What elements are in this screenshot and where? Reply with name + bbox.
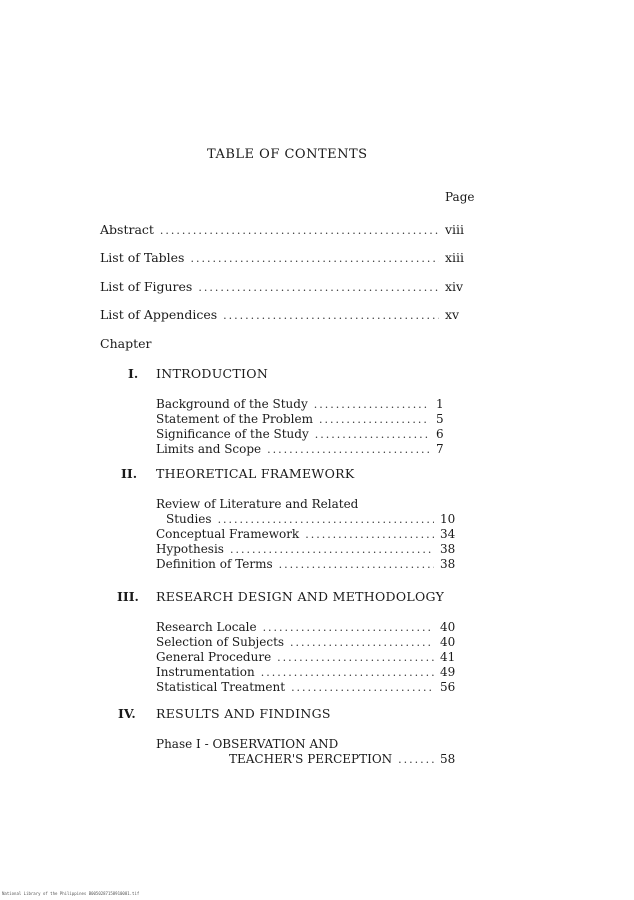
leader-dots xyxy=(230,543,434,556)
toc-section-page: 40 xyxy=(440,635,456,649)
toc-section-page: 38 xyxy=(440,542,456,556)
toc-section-label: Research Locale xyxy=(156,620,257,634)
toc-section-page: 7 xyxy=(436,442,444,456)
toc-section-label: Selection of Subjects xyxy=(156,635,285,649)
toc-section-label: Studies xyxy=(166,512,212,526)
toc-entry-list-of-appendices xyxy=(100,307,475,322)
leader-dots xyxy=(315,428,430,441)
toc-section xyxy=(229,752,460,766)
chapter-title: RESEARCH DESIGN AND METHODOLOGY xyxy=(156,589,445,604)
toc-section-label: Statement of the Problem xyxy=(156,412,313,426)
page-column-header: Page xyxy=(445,190,475,204)
toc-section xyxy=(156,620,460,634)
chapter-title: THEORETICAL FRAMEWORK xyxy=(156,466,355,481)
toc-section-page: 34 xyxy=(440,527,456,541)
toc-entry-list-of-tables xyxy=(100,250,475,265)
toc-section xyxy=(156,542,460,556)
toc-entry-abstract xyxy=(100,222,475,237)
toc-section-label: Significance of the Study xyxy=(156,427,309,441)
leader-dots xyxy=(305,528,434,541)
page-title: TABLE OF CONTENTS xyxy=(207,147,368,162)
toc-section-page: 40 xyxy=(440,620,456,634)
chapter-title: RESULTS AND FINDINGS xyxy=(156,706,331,721)
leader-dots xyxy=(314,398,430,411)
toc-section-label: Definition of Terms xyxy=(156,557,273,571)
leader-dots xyxy=(319,413,430,426)
chapter-number: II. xyxy=(121,466,138,481)
toc-section xyxy=(156,680,460,694)
toc-entry-page: xv xyxy=(445,307,460,322)
toc-section xyxy=(156,557,460,571)
toc-section-label: Phase I - OBSERVATION AND xyxy=(156,737,339,751)
leader-dots xyxy=(218,513,434,526)
toc-section-label: Background of the Study xyxy=(156,397,308,411)
toc-section xyxy=(156,442,456,456)
leader-dots xyxy=(223,309,439,322)
chapter-number: I. xyxy=(128,366,139,381)
chapter-label: Chapter xyxy=(100,336,152,351)
toc-section-label: Statistical Treatment xyxy=(156,680,286,694)
leader-dots xyxy=(398,753,434,766)
leader-dots xyxy=(263,621,434,634)
toc-section xyxy=(156,397,456,411)
leader-dots xyxy=(277,651,434,664)
leader-dots xyxy=(279,558,434,571)
toc-section xyxy=(156,635,460,649)
leader-dots xyxy=(261,666,434,679)
toc-section-page: 49 xyxy=(440,665,456,679)
toc-entry-label: Abstract xyxy=(100,222,154,237)
toc-section xyxy=(156,427,456,441)
toc-section-label: General Procedure xyxy=(156,650,272,664)
toc-section-page: 5 xyxy=(436,412,444,426)
toc-entry-label: List of Tables xyxy=(100,250,185,265)
toc-entry-label: List of Appendices xyxy=(100,307,218,322)
toc-section-label: TEACHER'S PERCEPTION xyxy=(229,752,393,766)
leader-dots xyxy=(291,681,434,694)
toc-section-label: Review of Literature and Related xyxy=(156,497,359,511)
leader-dots xyxy=(290,636,434,649)
toc-entry-page: xiv xyxy=(445,279,464,294)
chapter-number: III. xyxy=(117,589,139,604)
toc-section-label: Limits and Scope xyxy=(156,442,262,456)
toc-section xyxy=(156,527,460,541)
toc-section-label: Instrumentation xyxy=(156,665,255,679)
toc-section-page: 58 xyxy=(440,752,456,766)
toc-entry-label: List of Figures xyxy=(100,279,193,294)
toc-section xyxy=(166,512,460,526)
leader-dots xyxy=(267,443,430,456)
toc-section-page: 1 xyxy=(436,397,444,411)
leader-dots xyxy=(160,224,439,237)
toc-section xyxy=(156,665,460,679)
toc-section xyxy=(156,650,460,664)
toc-section-page: 10 xyxy=(440,512,456,526)
toc-section-page: 56 xyxy=(440,680,456,694)
toc-section-page: 38 xyxy=(440,557,456,571)
toc-entry-page: xiii xyxy=(445,250,465,265)
toc-entry-page: viii xyxy=(445,222,465,237)
toc-section xyxy=(156,412,456,426)
toc-section-label: Hypothesis xyxy=(156,542,224,556)
toc-entry-list-of-figures xyxy=(100,279,475,294)
toc-section-page: 6 xyxy=(436,427,444,441)
leader-dots xyxy=(190,252,439,265)
chapter-number: IV. xyxy=(118,706,136,721)
scan-footer: National Library of the Philippines B0050287158910081.tif xyxy=(2,891,140,896)
leader-dots xyxy=(198,281,439,294)
toc-section-page: 41 xyxy=(440,650,456,664)
chapter-title: INTRODUCTION xyxy=(156,366,269,381)
toc-section-label: Conceptual Framework xyxy=(156,527,300,541)
